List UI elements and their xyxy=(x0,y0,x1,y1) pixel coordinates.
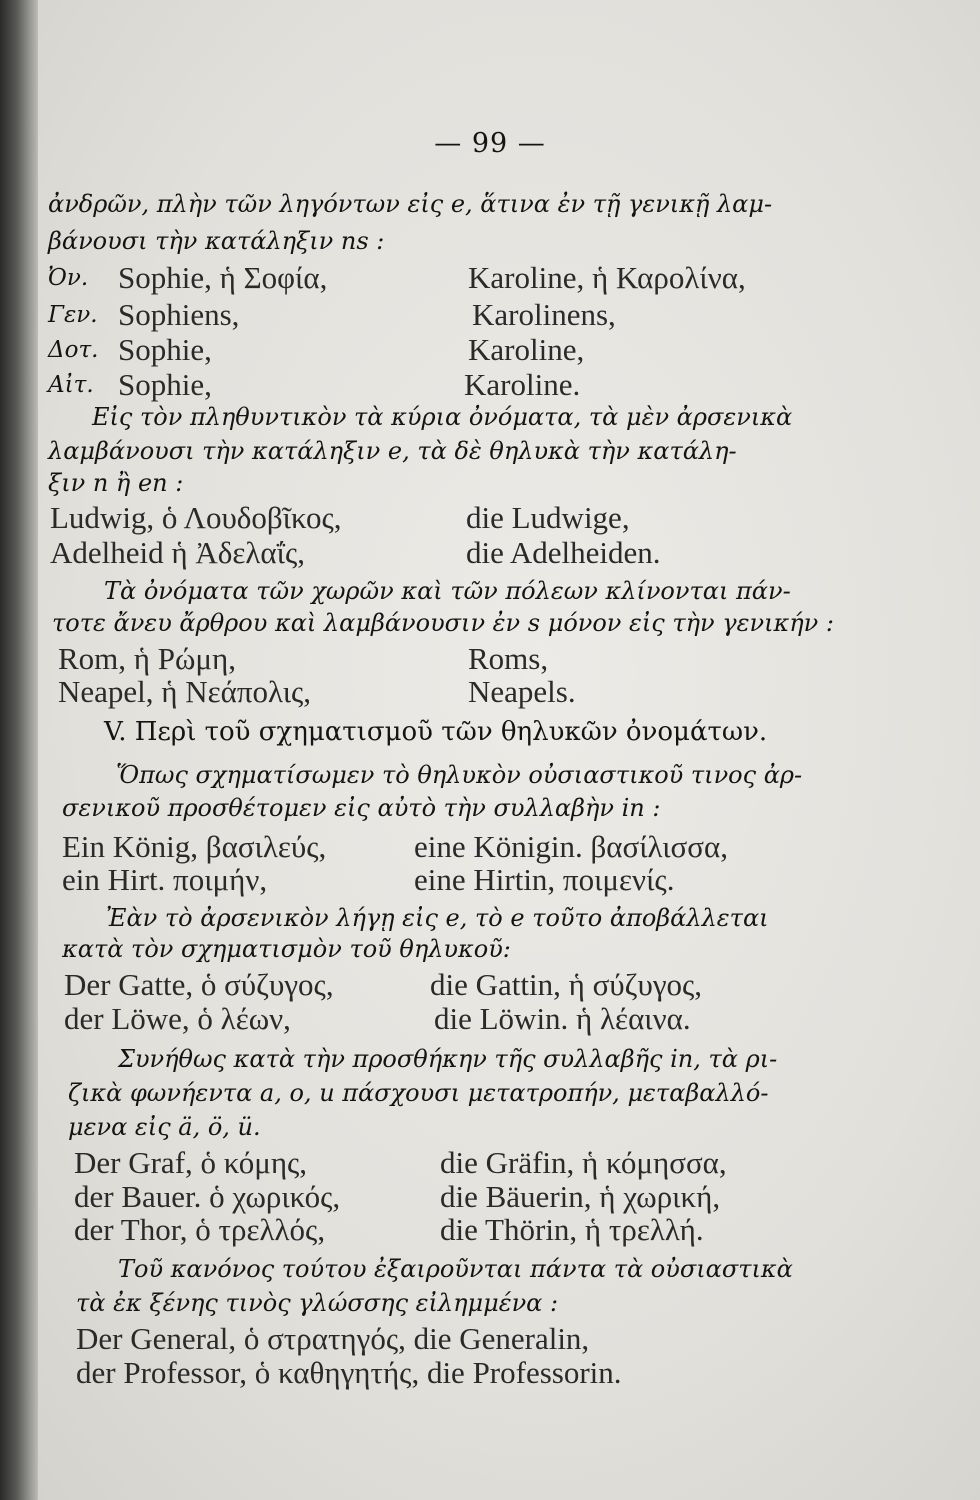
section-heading: V. Περὶ τοῦ σχηματισμοῦ τῶν θηλυκῶν ὀνομάτων. xyxy=(104,717,768,747)
example-row: Neapel, ἡ Νεάπολις, Neapels. xyxy=(58,674,576,709)
text-line: κατὰ τὸν σχηματισμὸν τοῦ θηλυκοῦ: xyxy=(62,935,511,963)
text-line: Τὰ ὀνόματα τῶν χωρῶν καὶ τῶν πόλεων κλίνονται πάν- xyxy=(104,577,791,605)
text-line: λαμβάνουσι τὴν κατάληξιν e, τὰ δὲ θηλυκὰ τὴν κατάλη- xyxy=(48,437,737,465)
example-row: der Thor, ὁ τρελλός, die Thörin, ἡ τρελλή. xyxy=(74,1212,704,1247)
declension-row: Δοτ. Sophie, Karoline, xyxy=(48,332,585,367)
text-line: ξιν n ἢ en : xyxy=(48,469,184,497)
text-line: τοτε ἄνευ ἄρθρου καὶ λαμβάνουσιν ἐν s μόνον εἰς τὴν γενικήν : xyxy=(52,609,834,637)
text-line: μενα εἰς ä, ö, ü. xyxy=(68,1113,261,1141)
text-line: σενικοῦ προσθέτομεν εἰς αὐτὸ τὴν συλλαβὴν in : xyxy=(62,794,661,822)
text-line: τὰ ἐκ ξένης τινὸς γλώσσης εἰλημμένα : xyxy=(76,1289,559,1317)
text-line: Εἰς τὸν πληθυντικὸν τὰ κύρια ὀνόματα, τὰ μὲν ἀρσενικὰ xyxy=(92,403,793,431)
example-row: Ludwig, ὁ Λουδοβῖκος, die Ludwige, xyxy=(50,500,630,535)
declension-row: Αἰτ. Sophie, Karoline. xyxy=(48,367,581,402)
declension-row: Ὀν. Sophie, ἡ Σοφία, Karoline, ἡ Καρολίνα, xyxy=(48,260,746,295)
example-row: Der Graf, ὁ κόμης, die Gräfin, ἡ κόμησσα, xyxy=(74,1145,727,1180)
text-line: Ὅπως σχηματίσωμεν τὸ θηλυκὸν οὐσιαστικοῦ τινος ἀρ- xyxy=(116,761,803,789)
example-row: Der General, ὁ στρατηγός, die Generalin, xyxy=(76,1321,590,1356)
text-line: Συνήθως κατὰ τὴν προσθήκην τῆς συλλαβῆς in, τὰ ρι- xyxy=(118,1045,778,1073)
example-row: der Löwe, ὁ λέων, die Löwin. ἡ λέαινα. xyxy=(64,1001,691,1036)
example-row: der Professor, ὁ καθηγητής, die Professorin. xyxy=(76,1355,622,1390)
example-row: ein Hirt. ποιμήν, eine Hirtin, ποιμενίς. xyxy=(62,862,675,897)
example-row: Adelheid ἡ Ἀδελαΐς, die Adelheiden. xyxy=(50,535,661,570)
example-row: Rom, ἡ Ρώμη, Roms, xyxy=(58,641,549,676)
example-row: Der Gatte, ὁ σύζυγος, die Gattin, ἡ σύζυγος, xyxy=(64,967,703,1002)
example-row: Ein König, βασιλεύς, eine Königin. βασίλισσα, xyxy=(62,829,728,864)
text-line: ζικὰ φωνήεντα a, o, u πάσχουσι μετατροπήν, μεταβαλλό- xyxy=(68,1079,769,1107)
example-row: der Bauer. ὁ χωρικός, die Bäuerin, ἡ χωρική, xyxy=(74,1179,721,1214)
page-number: — 99 — xyxy=(434,128,546,159)
text-line: βάνουσι τὴν κατάληξιν ns : xyxy=(48,227,385,255)
text-line: Ἐὰν τὸ ἀρσενικὸν λήγῃ εἰς e, τὸ e τοῦτο ἀποβάλλεται xyxy=(106,904,769,932)
text-line: ἀνδρῶν, πλὴν τῶν ληγόντων εἰς e, ἅτινα ἐν τῇ γενικῇ λαμ- xyxy=(48,190,773,218)
declension-row: Γεν. Sophiens, Karolinens, xyxy=(48,297,616,332)
text-line: Τοῦ κανόνος τούτου ἐξαιροῦνται πάντα τὰ οὐσιαστικὰ xyxy=(118,1255,793,1283)
